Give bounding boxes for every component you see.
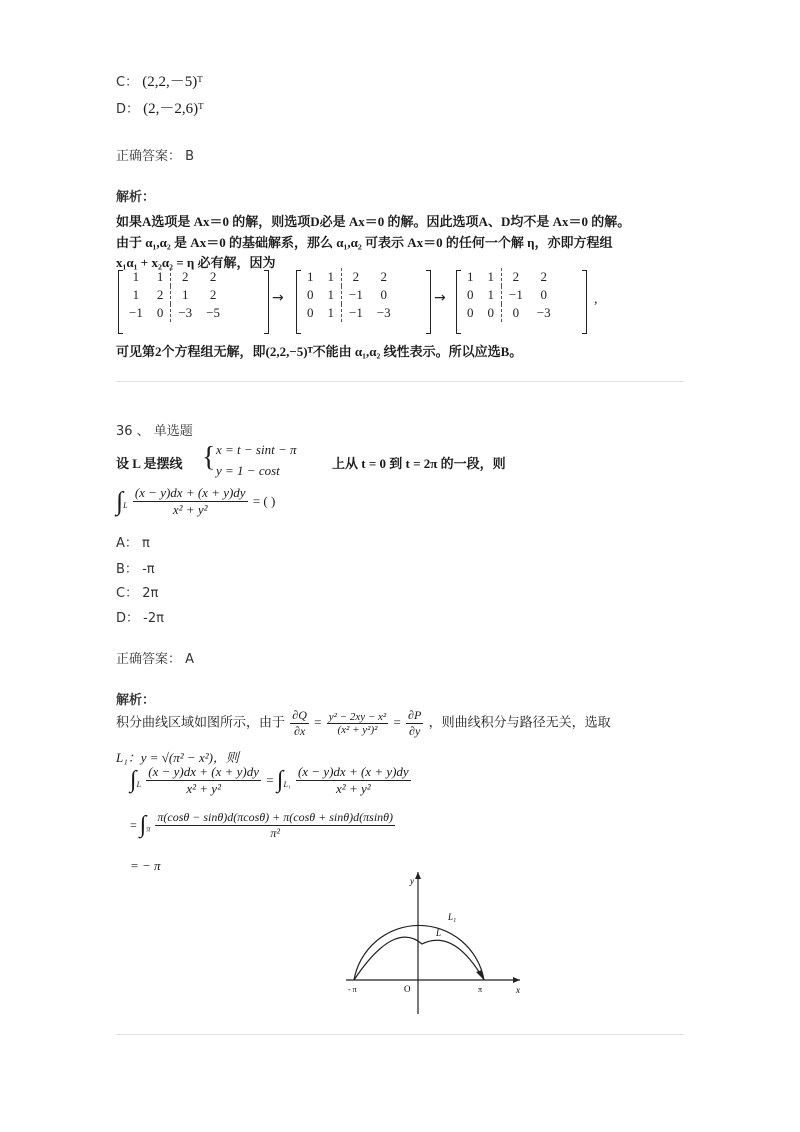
q36-analysis-label: 解析： [116,693,156,708]
eq-line-2: = $\int_\pi$ $\frac{\pi(\cos\theta - \sin\theta)d(\pi\cos\theta) + \pi(\cos\theta + \sin\theta)d(\pi\sin\theta)}{\text{π²}}$ [130,810,394,840]
cell: 1 [487,269,494,284]
option-d-label: D： [116,102,140,117]
matrix-3 [456,268,558,322]
arrow-icon: → [272,290,284,306]
integral-sub: L [136,780,142,790]
mid-den: (x² + y²)² [337,724,378,736]
eq1-num: (x − y)dx + (x + y)dy [297,764,409,779]
cell: 1 [156,269,164,284]
l1-definition: L₁：y = √(π² − x²)，则 [116,750,239,765]
curve-l1 [354,925,484,980]
q36-answer [116,648,194,667]
cell: 0 [307,305,314,320]
cell: 0 [502,304,530,322]
cell: −3 [536,305,551,320]
q36-integral [116,485,275,518]
cell: 0 [307,287,314,302]
option-value: -π [142,562,155,577]
cell: 1 [132,287,140,302]
answer-label: 正确答案： [116,149,182,164]
cell: 2 [156,287,164,302]
pos-pi-label: π [478,985,483,994]
answer-value: A [185,652,195,667]
option-c [116,70,203,91]
integral-sign: ∫ [130,767,137,793]
option-label: D： [116,611,140,626]
dp-num: ∂P [408,708,422,722]
cell: 2 [171,268,199,286]
neg-pi-label: - π [348,985,357,994]
integral-den: x² + y² [172,502,208,517]
cell: 0 [467,305,474,320]
y-axis-arrow-icon [415,872,421,879]
answer-value: B [185,149,195,164]
integral-num: (x − y)dx + (x + y)dy [134,485,246,500]
x-axis-label: x [516,985,520,995]
cell: 0 [487,305,494,320]
cell: 1 [487,287,494,302]
matrix-1-table [122,268,227,322]
eq1-den: x² + y² [336,781,371,796]
matrix-2-table [300,268,398,322]
dp-frac [406,708,423,739]
option-d [116,607,164,626]
option-a [116,532,150,551]
option-c [116,582,158,601]
q36-header: 36 、 单选题 [116,424,193,439]
integral-sign: ∫ [139,812,147,838]
cell: −1 [502,286,530,304]
eq2-num: π(cosθ − sinθ)d(πcosθ) + π(cosθ + sinθ)d(πsinθ) [157,810,394,824]
cell: 1 [307,269,314,284]
brace: { [202,442,216,473]
eq1-right-frac [296,764,411,797]
answer-label: 正确答案： [116,652,182,667]
cell: 1 [171,286,199,304]
q35-analysis-line2: 由于 α₁,α₂ 是 Ax＝0 的基础解系，那么 α₁,α₂ 可表示 Ax＝0 的任何一个解 η，亦即方程组 [116,235,613,250]
cell: −3 [376,305,391,320]
integral-sub: L₁ [283,780,291,790]
cell: 1 [327,269,334,284]
matrix-1 [118,268,227,322]
bracket-right [426,270,431,334]
curve-x: x = t − sint − π [216,442,297,457]
cell: −1 [342,286,370,304]
dq-den: ∂x [293,724,306,738]
option-value: 2π [142,586,159,601]
integral-sub: L [123,501,128,511]
integral-tail: = ( ) [252,493,276,509]
x-axis-arrow-icon [513,977,520,983]
cell: 2 [540,269,548,284]
q35-analysis-line3: x₁α₁ + x₂α₂ = η 必有解，因为 [116,255,276,270]
q36-analysis-intro: 积分曲线区域如图所示，由于 $\frac{\partial Q}{\partial x}$ = $\frac{\text{y² − 2xy − x²}}{\text{(x² + y²)²}}$ = $\frac{\partial P}{\partial y}$ ，则曲线积分与路径无关，选取 [116,708,611,738]
option-label: C： [116,586,139,601]
q35-analysis-line1: 如果A选项是 Ax＝0 的解，则选项D必是 Ax＝0 的解。因此选项A、D均不是 Ax＝0 的解。 [116,214,631,229]
cell: −5 [206,305,221,320]
cell: 0 [156,305,164,320]
cell: 0 [380,287,388,302]
stem-prefix: 设 L 是摆线 [116,456,183,471]
dq-num: ∂Q [292,708,307,722]
eq1-den: x² + y² [186,781,221,796]
eq1-left-frac [146,764,261,797]
option-value: -2π [143,611,164,626]
option-c-value: (2,2,－5)ᵀ [142,74,203,90]
option-c-label: C： [116,75,139,90]
integral-sign: ∫ [276,767,284,793]
matrix-3-table [460,268,558,322]
mid-frac [327,711,388,736]
comma: , [594,292,598,307]
divider [116,381,684,382]
curve-arrow-icon [476,970,484,980]
cell: 1 [327,287,334,302]
cell: −3 [171,304,199,322]
option-d [116,97,204,118]
origin-label: O [404,984,411,994]
curve-y: y = 1 − cost [216,463,280,478]
cell: −1 [129,305,143,320]
integral-sign: ∫ [116,486,124,516]
intro-text: 积分曲线区域如图所示，由于 [116,714,286,730]
cell: −1 [342,304,370,322]
bracket-left [296,270,301,334]
cell: 2 [380,269,388,284]
cell: 2 [502,268,530,286]
bracket-left [118,270,123,334]
divider [116,1034,684,1035]
mid-num: y² − 2xy − x² [328,711,387,723]
q35-answer [116,145,194,164]
q35-analysis-label: 解析： [116,190,156,205]
integral-frac [133,485,248,518]
cell: 0 [467,287,474,302]
bracket-right [582,270,587,334]
l1-label: L₁ [448,912,457,922]
cell: 1 [327,305,334,320]
cell: 1 [132,269,140,284]
eq-line-1: $\int_L$ $\frac{(x - y)dx + (x + y)dy}{\text{x² + y²}}$ = $\int_{L_1}$ $\frac{(x - y)dx + (x + y)dy}{\text{x² + y²}}$ [130,764,409,796]
intro-tail: ，则曲线积分与路径无关，选取 [428,714,611,730]
arrow-icon: → [434,290,446,306]
curve-diagram [336,868,532,1018]
l-label: L [436,928,442,938]
eq2-frac [155,810,395,841]
bracket-left [456,270,461,334]
cell: 2 [342,268,370,286]
cell: 0 [540,287,548,302]
cell: 2 [209,287,217,302]
option-label: A： [116,536,138,551]
dp-den: ∂y [409,724,421,738]
q36-result: = − π [130,858,161,873]
bracket-right [264,270,269,334]
cell: 2 [209,269,217,284]
option-d-value: (2,－2,6)ᵀ [143,101,204,117]
option-b [116,558,155,577]
matrix-2 [296,268,398,322]
eq1-num: (x − y)dx + (x + y)dy [148,764,260,779]
option-value: π [142,536,150,551]
eq2-den: π² [270,826,281,840]
option-label: B： [116,562,138,577]
q35-conclusion: 可见第2个方程组无解，即(2,2,−5)ᵀ不能由 α₁,α₂ 线性表示。所以应选B。 [116,344,523,359]
cell: 1 [467,269,474,284]
integral-sub: π [146,824,151,834]
stem-suffix: 上从 t = 0 到 t = 2π 的一段，则 [332,456,506,471]
y-axis-label: y [410,876,414,886]
dq-frac [290,708,309,739]
